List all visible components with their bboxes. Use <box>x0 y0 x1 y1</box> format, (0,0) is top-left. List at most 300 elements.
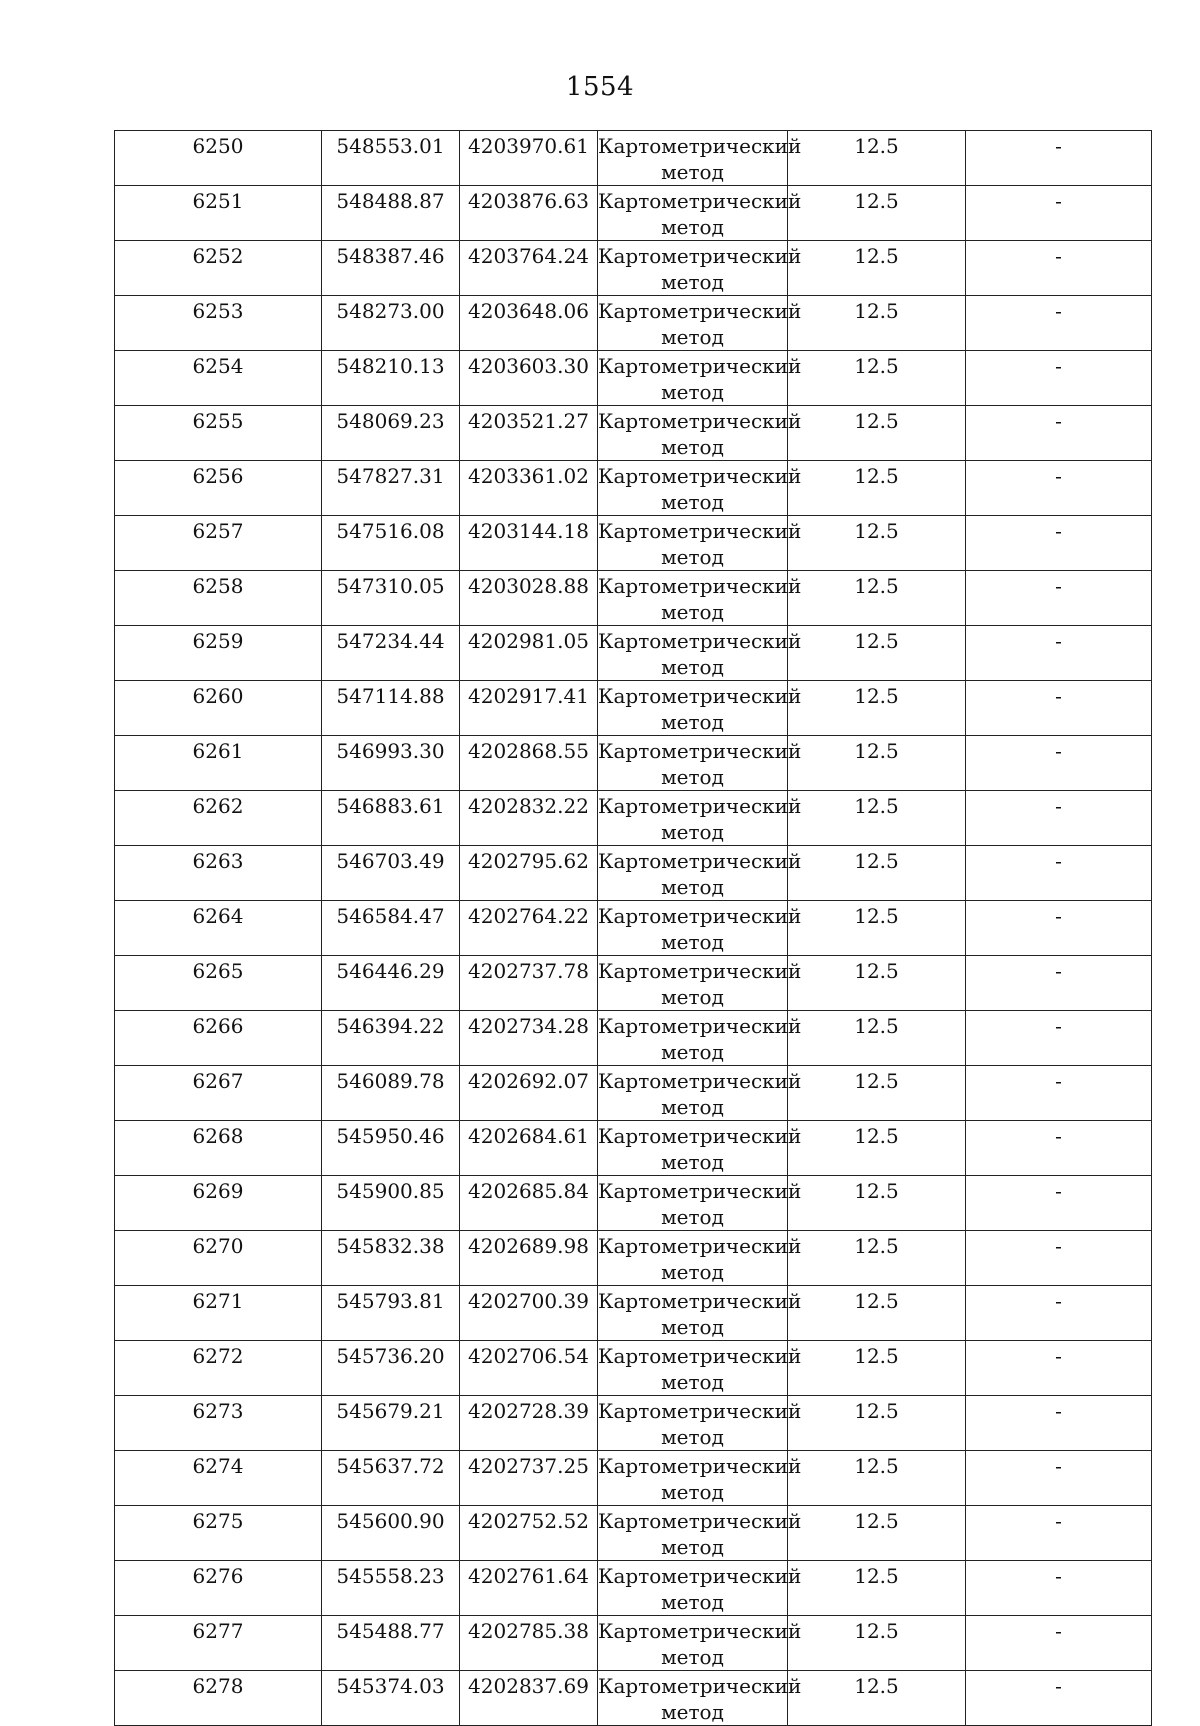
y-coordinate-cell-text: 4202837.69 <box>468 1674 589 1698</box>
point-number-cell <box>115 1451 322 1506</box>
note-cell <box>966 1176 1152 1231</box>
accuracy-cell-text: 12.5 <box>854 1179 899 1203</box>
x-coordinate-cell-text: 545637.72 <box>336 1454 445 1478</box>
accuracy-cell <box>788 1671 966 1726</box>
y-coordinate-cell-text: 4202832.22 <box>468 794 589 818</box>
x-coordinate-cell <box>322 681 460 736</box>
method-text-line2: метод <box>661 545 724 569</box>
point-number-cell-text: 6260 <box>192 684 244 708</box>
note-cell-text: - <box>1055 849 1062 873</box>
method-cell <box>598 1011 802 1066</box>
point-number-cell <box>115 241 322 296</box>
point-number-cell <box>115 736 322 791</box>
y-coordinate-cell <box>460 901 598 956</box>
point-number-cell <box>115 1561 322 1616</box>
table-row <box>115 1066 1152 1121</box>
table-row <box>115 956 1152 1011</box>
table-row <box>115 736 1152 791</box>
y-coordinate-cell <box>460 626 598 681</box>
y-coordinate-cell <box>460 241 598 296</box>
note-cell <box>966 1066 1152 1121</box>
table-row <box>115 901 1152 956</box>
point-number-cell-text: 6277 <box>192 1619 244 1643</box>
note-cell-text: - <box>1055 1179 1062 1203</box>
point-number-cell-text: 6257 <box>192 519 244 543</box>
y-coordinate-cell <box>460 846 598 901</box>
method-text-line1: Картометрический <box>598 574 802 598</box>
x-coordinate-cell-text: 546394.22 <box>336 1014 445 1038</box>
accuracy-cell-text: 12.5 <box>854 299 899 323</box>
x-coordinate-cell <box>322 351 460 406</box>
y-coordinate-cell-text: 4202689.98 <box>468 1234 589 1258</box>
y-coordinate-cell-text: 4203970.61 <box>468 134 589 158</box>
y-coordinate-cell <box>460 1506 598 1561</box>
table-row <box>115 186 1152 241</box>
method-cell <box>598 1341 802 1396</box>
y-coordinate-cell-text: 4202981.05 <box>468 629 589 653</box>
x-coordinate-cell-text: 545736.20 <box>336 1344 445 1368</box>
accuracy-cell-text: 12.5 <box>854 354 899 378</box>
y-coordinate-cell-text: 4202737.25 <box>468 1454 589 1478</box>
accuracy-cell <box>788 736 966 791</box>
y-coordinate-cell <box>460 956 598 1011</box>
x-coordinate-cell-text: 546703.49 <box>336 849 445 873</box>
note-cell-text: - <box>1055 629 1062 653</box>
table-row <box>115 571 1152 626</box>
x-coordinate-cell <box>322 901 460 956</box>
table-row <box>115 681 1152 736</box>
method-text-line1: Картометрический <box>598 794 802 818</box>
x-coordinate-cell-text: 545488.77 <box>336 1619 445 1643</box>
note-cell-text: - <box>1055 1454 1062 1478</box>
y-coordinate-cell-text: 4203764.24 <box>468 244 589 268</box>
accuracy-cell <box>788 1506 966 1561</box>
accuracy-cell <box>788 1066 966 1121</box>
x-coordinate-cell <box>322 461 460 516</box>
table-row <box>115 1176 1152 1231</box>
point-number-cell-text: 6254 <box>192 354 244 378</box>
note-cell-text: - <box>1055 354 1062 378</box>
x-coordinate-cell-text: 545950.46 <box>336 1124 445 1148</box>
note-cell <box>966 296 1152 351</box>
method-text-line2: метод <box>661 435 724 459</box>
y-coordinate-cell-text: 4203361.02 <box>468 464 589 488</box>
point-number-cell <box>115 1506 322 1561</box>
accuracy-cell <box>788 1451 966 1506</box>
accuracy-cell <box>788 516 966 571</box>
note-cell-text: - <box>1055 959 1062 983</box>
point-number-cell-text: 6268 <box>192 1124 244 1148</box>
note-cell-text: - <box>1055 1124 1062 1148</box>
method-text-line1: Картометрический <box>598 299 802 323</box>
y-coordinate-cell <box>460 1396 598 1451</box>
y-coordinate-cell <box>460 1011 598 1066</box>
y-coordinate-cell-text: 4203648.06 <box>468 299 589 323</box>
method-cell <box>598 846 802 901</box>
accuracy-cell <box>788 1616 966 1671</box>
accuracy-cell-text: 12.5 <box>854 1619 899 1643</box>
note-cell-text: - <box>1055 1509 1062 1533</box>
accuracy-cell-text: 12.5 <box>854 134 899 158</box>
accuracy-cell-text: 12.5 <box>854 739 899 763</box>
point-number-cell-text: 6267 <box>192 1069 244 1093</box>
method-cell <box>598 296 802 351</box>
y-coordinate-cell-text: 4202752.52 <box>468 1509 589 1533</box>
method-text-line2: метод <box>661 380 724 404</box>
method-cell <box>598 1121 802 1176</box>
table-row <box>115 626 1152 681</box>
table-row <box>115 1506 1152 1561</box>
accuracy-cell-text: 12.5 <box>854 519 899 543</box>
y-coordinate-cell <box>460 1561 598 1616</box>
point-number-cell <box>115 1176 322 1231</box>
method-text-line1: Картометрический <box>598 959 802 983</box>
x-coordinate-cell-text: 548387.46 <box>336 244 445 268</box>
method-text-line2: метод <box>661 1095 724 1119</box>
note-cell-text: - <box>1055 1399 1062 1423</box>
point-number-cell <box>115 1231 322 1286</box>
y-coordinate-cell-text: 4202785.38 <box>468 1619 589 1643</box>
note-cell <box>966 681 1152 736</box>
method-text-line1: Картометрический <box>598 1234 802 1258</box>
note-cell <box>966 626 1152 681</box>
note-cell-text: - <box>1055 1619 1062 1643</box>
y-coordinate-cell-text: 4202764.22 <box>468 904 589 928</box>
note-cell <box>966 736 1152 791</box>
point-number-cell <box>115 681 322 736</box>
accuracy-cell <box>788 626 966 681</box>
x-coordinate-cell <box>322 1286 460 1341</box>
method-text-line2: метод <box>661 160 724 184</box>
point-number-cell-text: 6269 <box>192 1179 244 1203</box>
method-text-line1: Картометрический <box>598 1014 802 1038</box>
y-coordinate-cell <box>460 186 598 241</box>
y-coordinate-cell <box>460 131 598 186</box>
point-number-cell-text: 6275 <box>192 1509 244 1533</box>
method-text-line2: метод <box>661 490 724 514</box>
table-row <box>115 1341 1152 1396</box>
point-number-cell-text: 6251 <box>192 189 244 213</box>
note-cell-text: - <box>1055 189 1062 213</box>
point-number-cell <box>115 461 322 516</box>
method-text-line2: метод <box>661 1590 724 1614</box>
accuracy-cell <box>788 1176 966 1231</box>
note-cell <box>966 1396 1152 1451</box>
table-row <box>115 461 1152 516</box>
note-cell <box>966 956 1152 1011</box>
x-coordinate-cell <box>322 131 460 186</box>
table-row <box>115 1616 1152 1671</box>
x-coordinate-cell-text: 547827.31 <box>336 464 445 488</box>
y-coordinate-cell-text: 4202761.64 <box>468 1564 589 1588</box>
x-coordinate-cell-text: 545679.21 <box>336 1399 445 1423</box>
point-number-cell <box>115 131 322 186</box>
x-coordinate-cell-text: 545600.90 <box>336 1509 445 1533</box>
table-row <box>115 296 1152 351</box>
note-cell-text: - <box>1055 739 1062 763</box>
note-cell-text: - <box>1055 1344 1062 1368</box>
y-coordinate-cell <box>460 1341 598 1396</box>
point-number-cell-text: 6252 <box>192 244 244 268</box>
note-cell-text: - <box>1055 684 1062 708</box>
accuracy-cell-text: 12.5 <box>854 1454 899 1478</box>
note-cell-text: - <box>1055 519 1062 543</box>
method-cell <box>598 461 802 516</box>
accuracy-cell-text: 12.5 <box>854 409 899 433</box>
accuracy-cell-text: 12.5 <box>854 684 899 708</box>
method-text-line1: Картометрический <box>598 1124 802 1148</box>
note-cell <box>966 1561 1152 1616</box>
method-text-line2: метод <box>661 875 724 899</box>
point-number-cell <box>115 1341 322 1396</box>
method-text-line1: Картометрический <box>598 1069 802 1093</box>
method-cell <box>598 571 802 626</box>
note-cell <box>966 516 1152 571</box>
x-coordinate-cell-text: 548553.01 <box>336 134 445 158</box>
y-coordinate-cell <box>460 1286 598 1341</box>
accuracy-cell-text: 12.5 <box>854 1124 899 1148</box>
point-number-cell <box>115 1286 322 1341</box>
point-number-cell-text: 6265 <box>192 959 244 983</box>
y-coordinate-cell-text: 4202737.78 <box>468 959 589 983</box>
note-cell-text: - <box>1055 1564 1062 1588</box>
note-cell <box>966 406 1152 461</box>
note-cell-text: - <box>1055 409 1062 433</box>
table-row <box>115 1396 1152 1451</box>
x-coordinate-cell-text: 547310.05 <box>336 574 445 598</box>
method-text-line1: Картометрический <box>598 849 802 873</box>
point-number-cell-text: 6276 <box>192 1564 244 1588</box>
y-coordinate-cell <box>460 1176 598 1231</box>
x-coordinate-cell-text: 545832.38 <box>336 1234 445 1258</box>
method-text-line2: метод <box>661 1370 724 1394</box>
method-cell <box>598 1451 802 1506</box>
y-coordinate-cell-text: 4202728.39 <box>468 1399 589 1423</box>
x-coordinate-cell <box>322 736 460 791</box>
accuracy-cell-text: 12.5 <box>854 464 899 488</box>
accuracy-cell-text: 12.5 <box>854 1344 899 1368</box>
y-coordinate-cell <box>460 1121 598 1176</box>
x-coordinate-cell <box>322 296 460 351</box>
accuracy-cell <box>788 1121 966 1176</box>
y-coordinate-cell <box>460 1231 598 1286</box>
accuracy-cell <box>788 186 966 241</box>
method-cell <box>598 131 802 186</box>
note-cell-text: - <box>1055 794 1062 818</box>
x-coordinate-cell-text: 546584.47 <box>336 904 445 928</box>
point-number-cell-text: 6272 <box>192 1344 244 1368</box>
point-number-cell-text: 6274 <box>192 1454 244 1478</box>
table-row <box>115 406 1152 461</box>
method-cell <box>598 516 802 571</box>
x-coordinate-cell <box>322 1231 460 1286</box>
y-coordinate-cell-text: 4203521.27 <box>468 409 589 433</box>
method-text-line1: Картометрический <box>598 1344 802 1368</box>
note-cell <box>966 461 1152 516</box>
note-cell <box>966 901 1152 956</box>
method-text-line1: Картометрический <box>598 1399 802 1423</box>
point-number-cell-text: 6270 <box>192 1234 244 1258</box>
point-number-cell-text: 6266 <box>192 1014 244 1038</box>
accuracy-cell <box>788 901 966 956</box>
method-cell <box>598 406 802 461</box>
y-coordinate-cell <box>460 296 598 351</box>
method-cell <box>598 1231 802 1286</box>
y-coordinate-cell-text: 4203876.63 <box>468 189 589 213</box>
accuracy-cell <box>788 296 966 351</box>
point-number-cell-text: 6262 <box>192 794 244 818</box>
x-coordinate-cell <box>322 1506 460 1561</box>
table-row <box>115 1561 1152 1616</box>
y-coordinate-cell <box>460 351 598 406</box>
note-cell <box>966 1011 1152 1066</box>
note-cell <box>966 131 1152 186</box>
method-text-line1: Картометрический <box>598 629 802 653</box>
method-text-line2: метод <box>661 1040 724 1064</box>
accuracy-cell <box>788 1011 966 1066</box>
note-cell <box>966 1121 1152 1176</box>
method-text-line2: метод <box>661 1700 724 1724</box>
x-coordinate-cell-text: 546089.78 <box>336 1069 445 1093</box>
table-row <box>115 1011 1152 1066</box>
method-text-line1: Картометрический <box>598 464 802 488</box>
x-coordinate-cell <box>322 1671 460 1726</box>
page-number: 1554 <box>565 72 635 102</box>
point-number-cell <box>115 956 322 1011</box>
accuracy-cell <box>788 1561 966 1616</box>
method-text-line1: Картометрический <box>598 684 802 708</box>
accuracy-cell-text: 12.5 <box>854 959 899 983</box>
accuracy-cell <box>788 571 966 626</box>
note-cell <box>966 1451 1152 1506</box>
method-text-line1: Картометрический <box>598 1619 802 1643</box>
method-cell <box>598 1671 802 1726</box>
note-cell-text: - <box>1055 299 1062 323</box>
method-cell <box>598 186 802 241</box>
point-number-cell-text: 6263 <box>192 849 244 873</box>
method-text-line2: метод <box>661 1535 724 1559</box>
table-row <box>115 846 1152 901</box>
y-coordinate-cell-text: 4202917.41 <box>468 684 589 708</box>
accuracy-cell-text: 12.5 <box>854 1564 899 1588</box>
method-text-line1: Картометрический <box>598 1289 802 1313</box>
method-cell <box>598 241 802 296</box>
accuracy-cell-text: 12.5 <box>854 1069 899 1093</box>
method-cell <box>598 681 802 736</box>
method-text-line2: метод <box>661 820 724 844</box>
method-text-line2: метод <box>661 1315 724 1339</box>
method-cell <box>598 1066 802 1121</box>
accuracy-cell-text: 12.5 <box>854 574 899 598</box>
method-text-line2: метод <box>661 985 724 1009</box>
y-coordinate-cell <box>460 1616 598 1671</box>
method-cell <box>598 901 802 956</box>
method-text-line1: Картометрический <box>598 189 802 213</box>
x-coordinate-cell-text: 548488.87 <box>336 189 445 213</box>
table-row <box>115 1451 1152 1506</box>
note-cell <box>966 846 1152 901</box>
point-number-cell-text: 6261 <box>192 739 244 763</box>
method-text-line2: метод <box>661 1150 724 1174</box>
accuracy-cell <box>788 791 966 846</box>
note-cell-text: - <box>1055 1674 1062 1698</box>
method-text-line1: Картометрический <box>598 1179 802 1203</box>
accuracy-cell-text: 12.5 <box>854 849 899 873</box>
note-cell-text: - <box>1055 1289 1062 1313</box>
y-coordinate-cell-text: 4202734.28 <box>468 1014 589 1038</box>
x-coordinate-cell <box>322 406 460 461</box>
method-text-line1: Картометрический <box>598 519 802 543</box>
table-row <box>115 1231 1152 1286</box>
note-cell-text: - <box>1055 574 1062 598</box>
y-coordinate-cell-text: 4203028.88 <box>468 574 589 598</box>
accuracy-cell-text: 12.5 <box>854 244 899 268</box>
note-cell <box>966 351 1152 406</box>
y-coordinate-cell <box>460 1451 598 1506</box>
x-coordinate-cell <box>322 1176 460 1231</box>
x-coordinate-cell-text: 545793.81 <box>336 1289 445 1313</box>
note-cell <box>966 571 1152 626</box>
point-number-cell <box>115 791 322 846</box>
y-coordinate-cell-text: 4202700.39 <box>468 1289 589 1313</box>
accuracy-cell <box>788 351 966 406</box>
note-cell <box>966 241 1152 296</box>
note-cell <box>966 1616 1152 1671</box>
method-cell <box>598 791 802 846</box>
method-text-line1: Картометрический <box>598 739 802 763</box>
accuracy-cell <box>788 681 966 736</box>
table-row <box>115 351 1152 406</box>
point-number-cell <box>115 296 322 351</box>
table-row <box>115 131 1152 186</box>
x-coordinate-cell <box>322 1396 460 1451</box>
x-coordinate-cell-text: 547234.44 <box>336 629 445 653</box>
point-number-cell-text: 6264 <box>192 904 244 928</box>
method-text-line2: метод <box>661 1645 724 1669</box>
y-coordinate-cell <box>460 571 598 626</box>
x-coordinate-cell <box>322 241 460 296</box>
method-text-line2: метод <box>661 600 724 624</box>
accuracy-cell-text: 12.5 <box>854 1289 899 1313</box>
x-coordinate-cell <box>322 1561 460 1616</box>
point-number-cell-text: 6258 <box>192 574 244 598</box>
x-coordinate-cell <box>322 1451 460 1506</box>
method-cell <box>598 351 802 406</box>
point-number-cell-text: 6253 <box>192 299 244 323</box>
x-coordinate-cell <box>322 956 460 1011</box>
method-text-line1: Картометрический <box>598 1509 802 1533</box>
x-coordinate-cell-text: 545900.85 <box>336 1179 445 1203</box>
x-coordinate-cell-text: 548069.23 <box>336 409 445 433</box>
y-coordinate-cell-text: 4202868.55 <box>468 739 589 763</box>
y-coordinate-cell-text: 4202685.84 <box>468 1179 589 1203</box>
y-coordinate-cell-text: 4202795.62 <box>468 849 589 873</box>
x-coordinate-cell <box>322 571 460 626</box>
y-coordinate-cell <box>460 1671 598 1726</box>
y-coordinate-cell <box>460 461 598 516</box>
point-number-cell <box>115 1066 322 1121</box>
point-number-cell-text: 6250 <box>192 134 244 158</box>
x-coordinate-cell-text: 547114.88 <box>336 684 445 708</box>
accuracy-cell <box>788 846 966 901</box>
point-number-cell <box>115 1011 322 1066</box>
method-text-line1: Картометрический <box>598 244 802 268</box>
y-coordinate-cell <box>460 406 598 461</box>
method-text-line2: метод <box>661 270 724 294</box>
point-number-cell-text: 6256 <box>192 464 244 488</box>
accuracy-cell-text: 12.5 <box>854 1399 899 1423</box>
x-coordinate-cell-text: 548210.13 <box>336 354 445 378</box>
